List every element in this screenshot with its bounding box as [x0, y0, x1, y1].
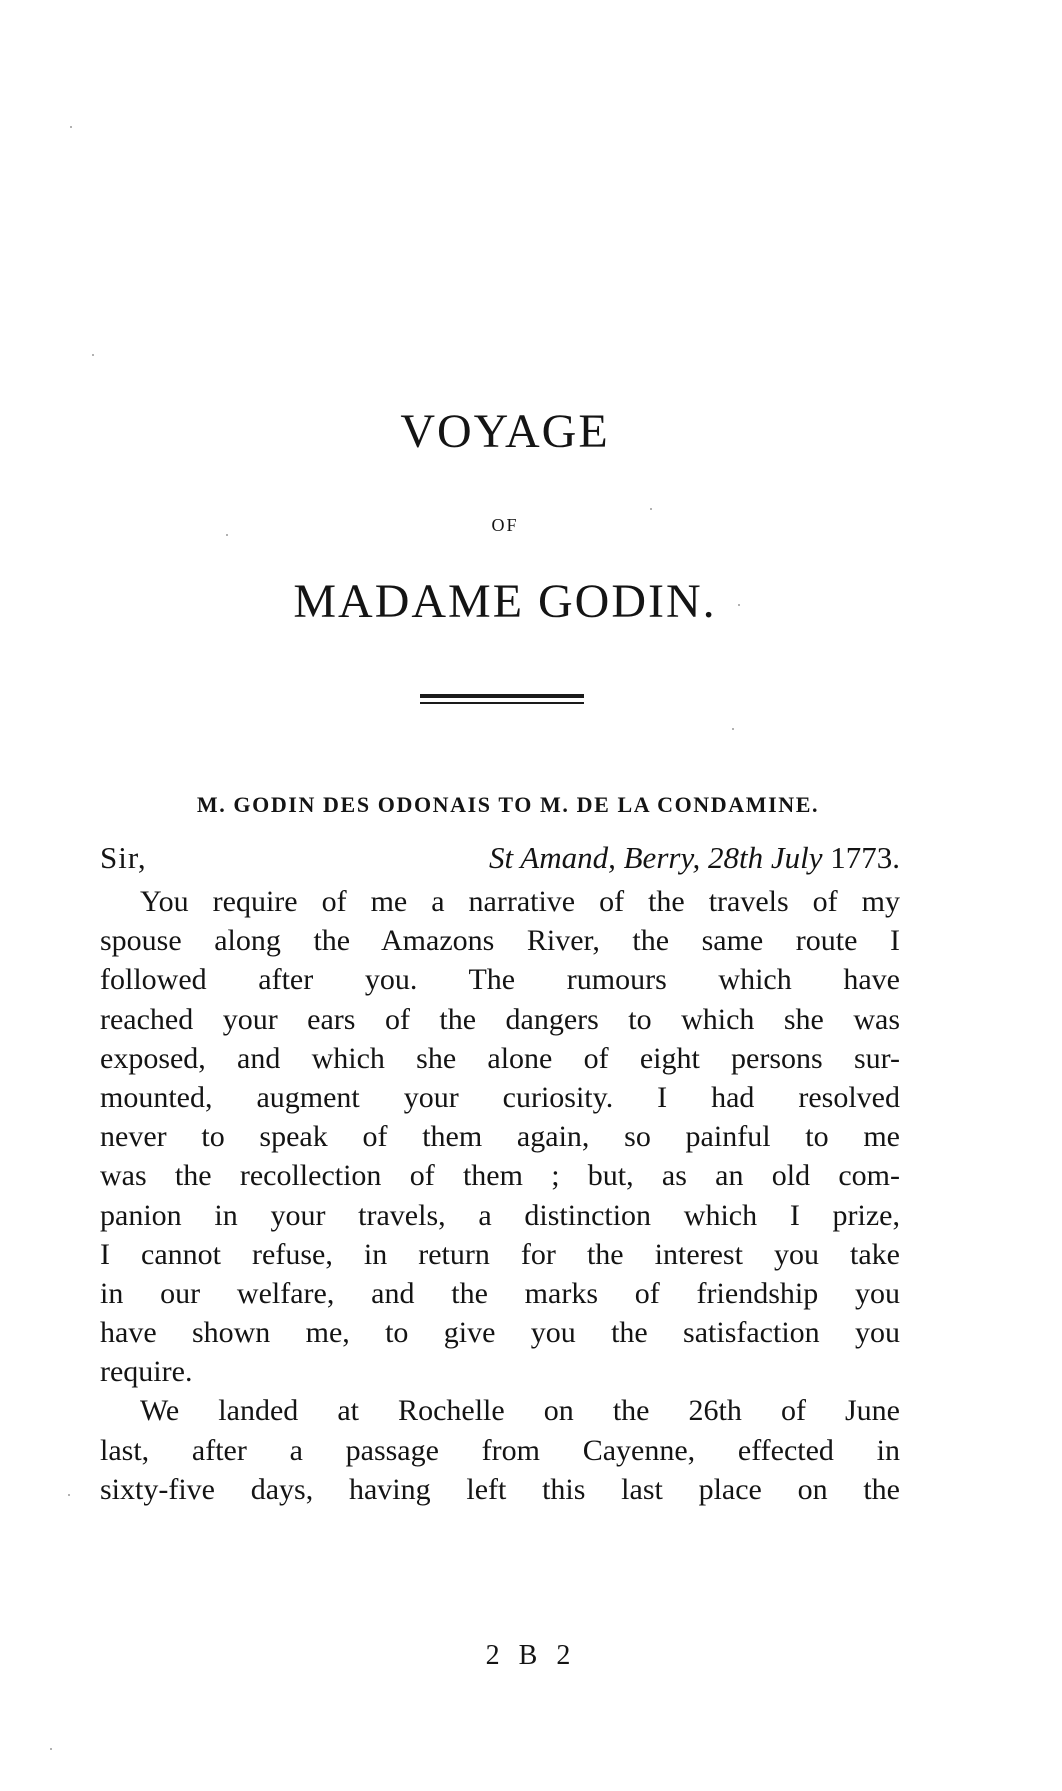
text-line: was the recollection of them ; but, as an old com-: [100, 1159, 900, 1193]
paper-speck: [92, 354, 94, 356]
paper-speck: [70, 126, 72, 128]
text-line: We landed at Rochelle on the 26th of June: [140, 1394, 900, 1428]
place-date-text: St Amand, Berry, 28th July: [489, 840, 823, 875]
text-line: I cannot refuse, in return for the interest you take: [100, 1237, 900, 1271]
text-line: require.: [100, 1355, 193, 1389]
text-line: sixty-five days, having left this last place on the: [100, 1472, 900, 1506]
paper-speck: [68, 1494, 70, 1496]
place-date-year: 1773.: [830, 840, 900, 875]
text-line: spouse along the Amazons River, the same route I: [100, 924, 900, 958]
letter-body: [100, 882, 900, 1509]
paper-speck: [650, 508, 652, 510]
text-line: last, after a passage from Cayenne, effected in: [100, 1433, 900, 1467]
salutation: Sir,: [100, 840, 147, 875]
text-line: reached your ears of the dangers to which she was: [100, 1002, 900, 1036]
signature-mark: 2 B 2: [485, 1640, 577, 1671]
place-date: [489, 838, 900, 878]
text-line: followed after you. The rumours which have: [100, 963, 900, 997]
paper-speck: [50, 1748, 52, 1750]
rule-thin-line: [420, 702, 584, 704]
text-line: You require of me a narrative of the travels of my: [140, 885, 900, 918]
rule-thick-line: [420, 694, 584, 698]
text-line: never to speak of them again, so painful to me: [100, 1120, 900, 1154]
title-voyage: VOYAGE: [400, 405, 610, 458]
paper-speck: [732, 728, 734, 730]
letter-heading: M. GODIN DES ODONAIS TO M. DE LA CONDAMINE.: [196, 792, 820, 817]
text-line: panion in your travels, a distinction which I prize,: [100, 1198, 900, 1232]
text-line: mounted, augment your curiosity. I had resolved: [100, 1080, 900, 1114]
title-of: OF: [491, 515, 519, 535]
text-line: have shown me, to give you the satisfaction you: [100, 1316, 900, 1350]
dateline: [100, 838, 900, 878]
text-line: exposed, and which she alone of eight persons sur-: [100, 1041, 900, 1075]
title-madame-godin: MADAME GODIN.: [293, 575, 717, 628]
title-rule: [420, 694, 584, 704]
paper-speck: [226, 534, 228, 536]
text-line: in our welfare, and the marks of friendship you: [100, 1276, 900, 1310]
